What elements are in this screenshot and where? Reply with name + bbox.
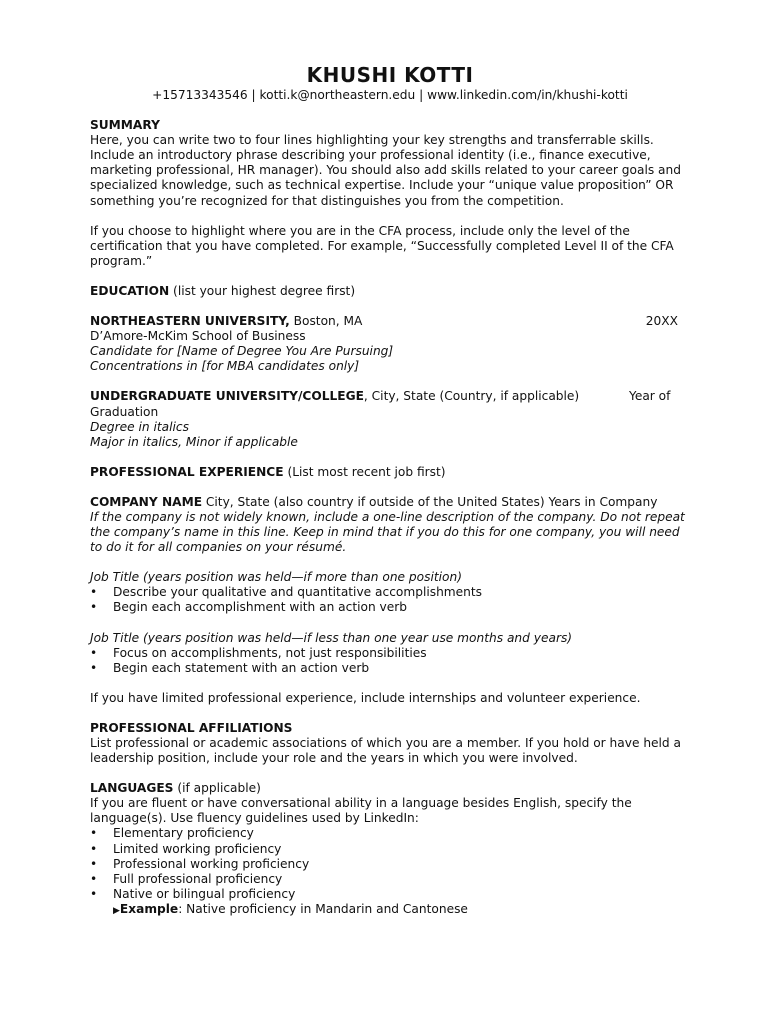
summary-heading: SUMMARY (90, 118, 160, 133)
job-2-bullets (90, 646, 690, 676)
company-line (90, 495, 690, 510)
school-location-2: , City, State (Country, if applicable) (363, 389, 580, 404)
school-year-2: Year of (629, 389, 671, 404)
resume-page (90, 62, 690, 919)
languages-section (90, 781, 690, 919)
list-item: • Full professional proficiency (90, 871, 283, 886)
list-item: • Professional working proficiency (90, 856, 310, 871)
school-sub-1: D’Amore-McKim School of Business (90, 329, 306, 344)
affiliations-heading: PROFESSIONAL AFFILIATIONS (90, 720, 293, 735)
summary-paragraph-1: Here, you can write two to four lines highlighting your key strengths and transferrable skills. Include an introductory phrase describing your professional identity (i.e., finance executive, marketing professional, HR manager). You should also add skills related to your career goals and specialized knowledge, such as technical expertise. Include your “unique value proposition” OR something you’re recognized for that distinguishes you from the competition. (90, 133, 681, 208)
bullet-icon: • (90, 826, 98, 841)
bullet-icon: • (90, 585, 98, 600)
school-name-1: NORTHEASTERN UNIVERSITY, (90, 314, 290, 329)
degree-1: Candidate for [Name of Degree You Are Pursuing] (90, 344, 394, 359)
language-levels (90, 826, 690, 901)
list-item: • Begin each accomplishment with an action verb (90, 600, 408, 615)
contact-line: +15713343546 | kotti.k@northeastern.edu | www.linkedin.com/in/khushi-kotti (152, 88, 628, 102)
education-section (90, 284, 690, 450)
experience-note: (List most recent job first) (283, 464, 446, 479)
example-label: Example (119, 901, 179, 916)
education-note: (list your highest degree first) (169, 283, 356, 298)
school-name-2: UNDERGRADUATE UNIVERSITY/COLLEGE (90, 389, 364, 404)
experience-section (90, 465, 690, 706)
school-location-1: Boston, MA (289, 314, 363, 329)
degree-2: Degree in italics (90, 419, 189, 434)
language-example (90, 902, 690, 919)
affiliations-section (90, 721, 690, 766)
education-heading (90, 284, 690, 299)
list-item: • Elementary proficiency (90, 826, 254, 841)
job-title-2: Job Title (years position was held—if less than one year use months and years) (90, 630, 573, 645)
languages-title: LANGUAGES (90, 781, 174, 796)
education-entry-1-header (90, 314, 690, 329)
bullet-icon: • (90, 660, 98, 675)
bullet-icon: • (90, 645, 98, 660)
affiliations-text: List professional or academic associations of which you are a member. If you hold or have held a leadership position, include your role and the years in which you were involved. (90, 736, 682, 766)
bullet-icon: • (90, 886, 98, 901)
experience-title: PROFESSIONAL EXPERIENCE (90, 464, 284, 479)
bullet-icon: • (90, 871, 98, 886)
summary-section (90, 118, 690, 269)
example-text: : Native proficiency in Mandarin and Cantonese (178, 901, 468, 916)
list-item: • Limited working proficiency (90, 841, 282, 856)
bullet-icon: • (90, 600, 98, 615)
education-entry-2-header (90, 389, 690, 404)
school-year-1: 20XX (645, 314, 678, 329)
company-details: City, State (also country if outside of the United States) Years in Company (202, 494, 658, 509)
school-year-2-cont: Graduation (90, 404, 159, 419)
arrow-right-icon: ▶ (113, 905, 120, 916)
company-name: COMPANY NAME (90, 494, 203, 509)
bullet-icon: • (90, 841, 98, 856)
list-item: • Focus on accomplishments, not just responsibilities (90, 645, 427, 660)
education-title: EDUCATION (90, 283, 170, 298)
job-title-1: Job Title (years position was held—if more than one position) (90, 570, 462, 585)
languages-heading (90, 781, 690, 796)
major-2: Major in italics, Minor if applicable (90, 434, 298, 449)
company-description: If the company is not widely known, include a one-line description of the company. Do not repeat the company’s name in this line. Keep in mind that if you do this for one company, you will need to do it for all companies on your résumé. (90, 509, 685, 555)
languages-note: (if applicable) (173, 781, 261, 796)
languages-text: If you are fluent or have conversational ability in a language besides English, specify the language(s). Use fluency guidelines used by LinkedIn: (90, 796, 632, 826)
limited-experience-note: If you have limited professional experience, include internships and volunteer experience. (90, 690, 641, 705)
list-item: • Begin each statement with an action verb (90, 660, 370, 675)
list-item: • Describe your qualitative and quantitative accomplishments (90, 585, 483, 600)
summary-paragraph-2: If you choose to highlight where you are in the CFA process, include only the level of the certification that you have completed. For example, “Successfully completed Level II of the CFA program.” (90, 223, 674, 268)
bullet-icon: • (90, 856, 98, 871)
candidate-name: KHUSHI KOTTI (306, 63, 474, 87)
job-1-bullets (90, 585, 690, 615)
concentration-1: Concentrations in [for MBA candidates only] (90, 359, 360, 374)
experience-heading (90, 465, 690, 480)
list-item: • Native or bilingual proficiency (90, 886, 296, 901)
